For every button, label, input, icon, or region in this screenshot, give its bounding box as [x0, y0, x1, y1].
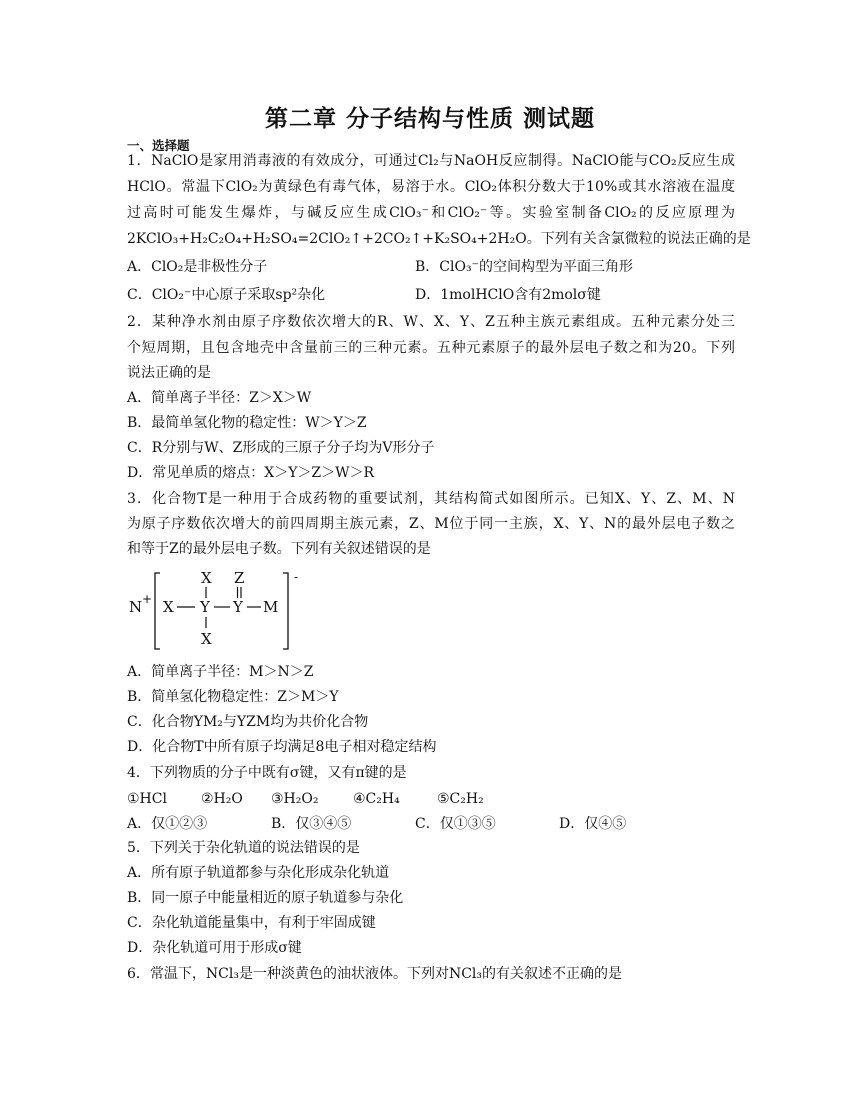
q4-item: ④C₂H₄	[353, 791, 400, 807]
cation-symbol: N	[129, 598, 143, 616]
q4-option-c: C．仅①③⑤	[415, 816, 496, 832]
q6-line-1: 6．常温下，NCl₃是一种淡黄色的油状液体。下列对NCl₃的有关叙述不正确的是	[127, 966, 623, 982]
atom-x-top: X	[201, 569, 212, 587]
q1-option-c: C．ClO₂⁻中心原子采取sp²杂化	[127, 287, 326, 303]
q5-option-b: B．同一原子中能量相近的原子轨道参与杂化	[127, 890, 404, 906]
q4-item: ②H₂O	[201, 791, 243, 807]
q3-option-a: A．简单离子半径：M＞N＞Z	[127, 664, 314, 680]
q1-line-4: 2KClO₃+H₂C₂O₄+H₂SO₄=2ClO₂↑+2CO₂↑+K₂SO₄+2H₂O。下列有关含氯微粒的说法正确的是	[127, 231, 751, 247]
q4-item-list	[127, 790, 735, 808]
atom-x-bottom: X	[201, 630, 212, 648]
q4-item: ①HCl	[127, 791, 167, 807]
q3-option-b: B．简单氢化物稳定性：Z＞M＞Y	[127, 689, 339, 705]
q1-line-1: 1．NaClO是家用消毒液的有效成分，可通过Cl₂与NaOH反应制得。NaClO能与CO₂反应生成	[127, 153, 735, 169]
q4-options	[127, 815, 735, 833]
q2-line-3: 说法正确的是	[127, 365, 211, 381]
q2-option-b: B．最简单氢化物的稳定性：W＞Y＞Z	[127, 415, 367, 431]
q1-option-a: A．ClO₂是非极性分子	[127, 259, 268, 275]
cation-charge: +	[142, 592, 153, 606]
q1-line-2: HClO。常温下ClO₂为黄绿色有毒气体，易溶于水。ClO₂体积分数大于10%或其水溶液在温度	[127, 179, 735, 195]
q1-option-b: B．ClO₃⁻的空间构型为平面三角形	[415, 259, 633, 275]
q3-option-d: D．化合物T中所有原子均满足8电子相对稳定结构	[127, 739, 437, 755]
q5-option-d: D．杂化轨道可用于形成σ键	[127, 940, 302, 956]
q2-line-2: 个短周期，且包含地壳中含量前三的三种元素。五种元素原子的最外层电子数之和为20。下列	[127, 340, 735, 356]
structure-diagram	[127, 565, 317, 655]
q5-option-a: A．所有原子轨道都参与杂化形成杂化轨道	[127, 865, 390, 881]
atom-x-left: X	[163, 598, 174, 616]
left-bracket	[155, 573, 160, 649]
page-title: 第二章 分子结构与性质 测试题	[264, 106, 595, 132]
q4-option-a: A．仅①②③	[127, 816, 208, 832]
q4-item: ③H₂O₂	[271, 791, 319, 807]
q4-option-b: B．仅③④⑤	[271, 816, 352, 832]
section-heading: 一、选择题	[127, 138, 190, 153]
q3-line-1: 3．化合物T是一种用于合成药物的重要试剂，其结构简式如图所示。已知X、Y、Z、M、N	[127, 491, 735, 507]
q2-option-d: D．常见单质的熔点：X＞Y＞Z＞W＞R	[127, 465, 375, 481]
atom-y-2: Y	[233, 598, 243, 616]
q3-line-3: 和等于Z的最外层电子数。下列有关叙述错误的是	[127, 541, 431, 557]
q5-option-c: C．杂化轨道能量集中，有利于牢固成键	[127, 915, 376, 931]
q3-option-c: C．化合物YM₂与YZM均为共价化合物	[127, 714, 369, 730]
q4-item: ⑤C₂H₂	[437, 791, 484, 807]
q2-option-a: A．简单离子半径：Z＞X＞W	[127, 390, 312, 406]
q1-option-d: D．1molHClO含有2molσ键	[415, 287, 601, 303]
q1-line-3: 过高时可能发生爆炸，与碱反应生成ClO₃⁻和ClO₂⁻等。实验室制备ClO₂的反应原理为	[127, 205, 735, 221]
q2-line-1: 2．某种净水剂由原子序数依次增大的R、W、X、Y、Z五种主族元素组成。五种元素分处三	[127, 314, 735, 330]
q4-line-1: 4．下列物质的分子中既有σ键，又有π键的是	[127, 765, 407, 781]
atom-y-1: Y	[200, 598, 210, 616]
q2-option-c: C．R分别与W、Z形成的三原子分子均为V形分子	[127, 440, 435, 456]
right-bracket	[283, 573, 288, 649]
q4-option-d: D．仅④⑤	[559, 816, 627, 832]
atom-z: Z	[234, 569, 245, 587]
anion-charge: -	[294, 570, 299, 584]
atom-m: M	[263, 598, 279, 616]
q3-line-2: 为原子序数依次增大的前四周期主族元素，Z、M位于同一主族，X、Y、N的最外层电子数之	[127, 516, 735, 532]
q5-line-1: 5．下列关于杂化轨道的说法错误的是	[127, 840, 360, 856]
